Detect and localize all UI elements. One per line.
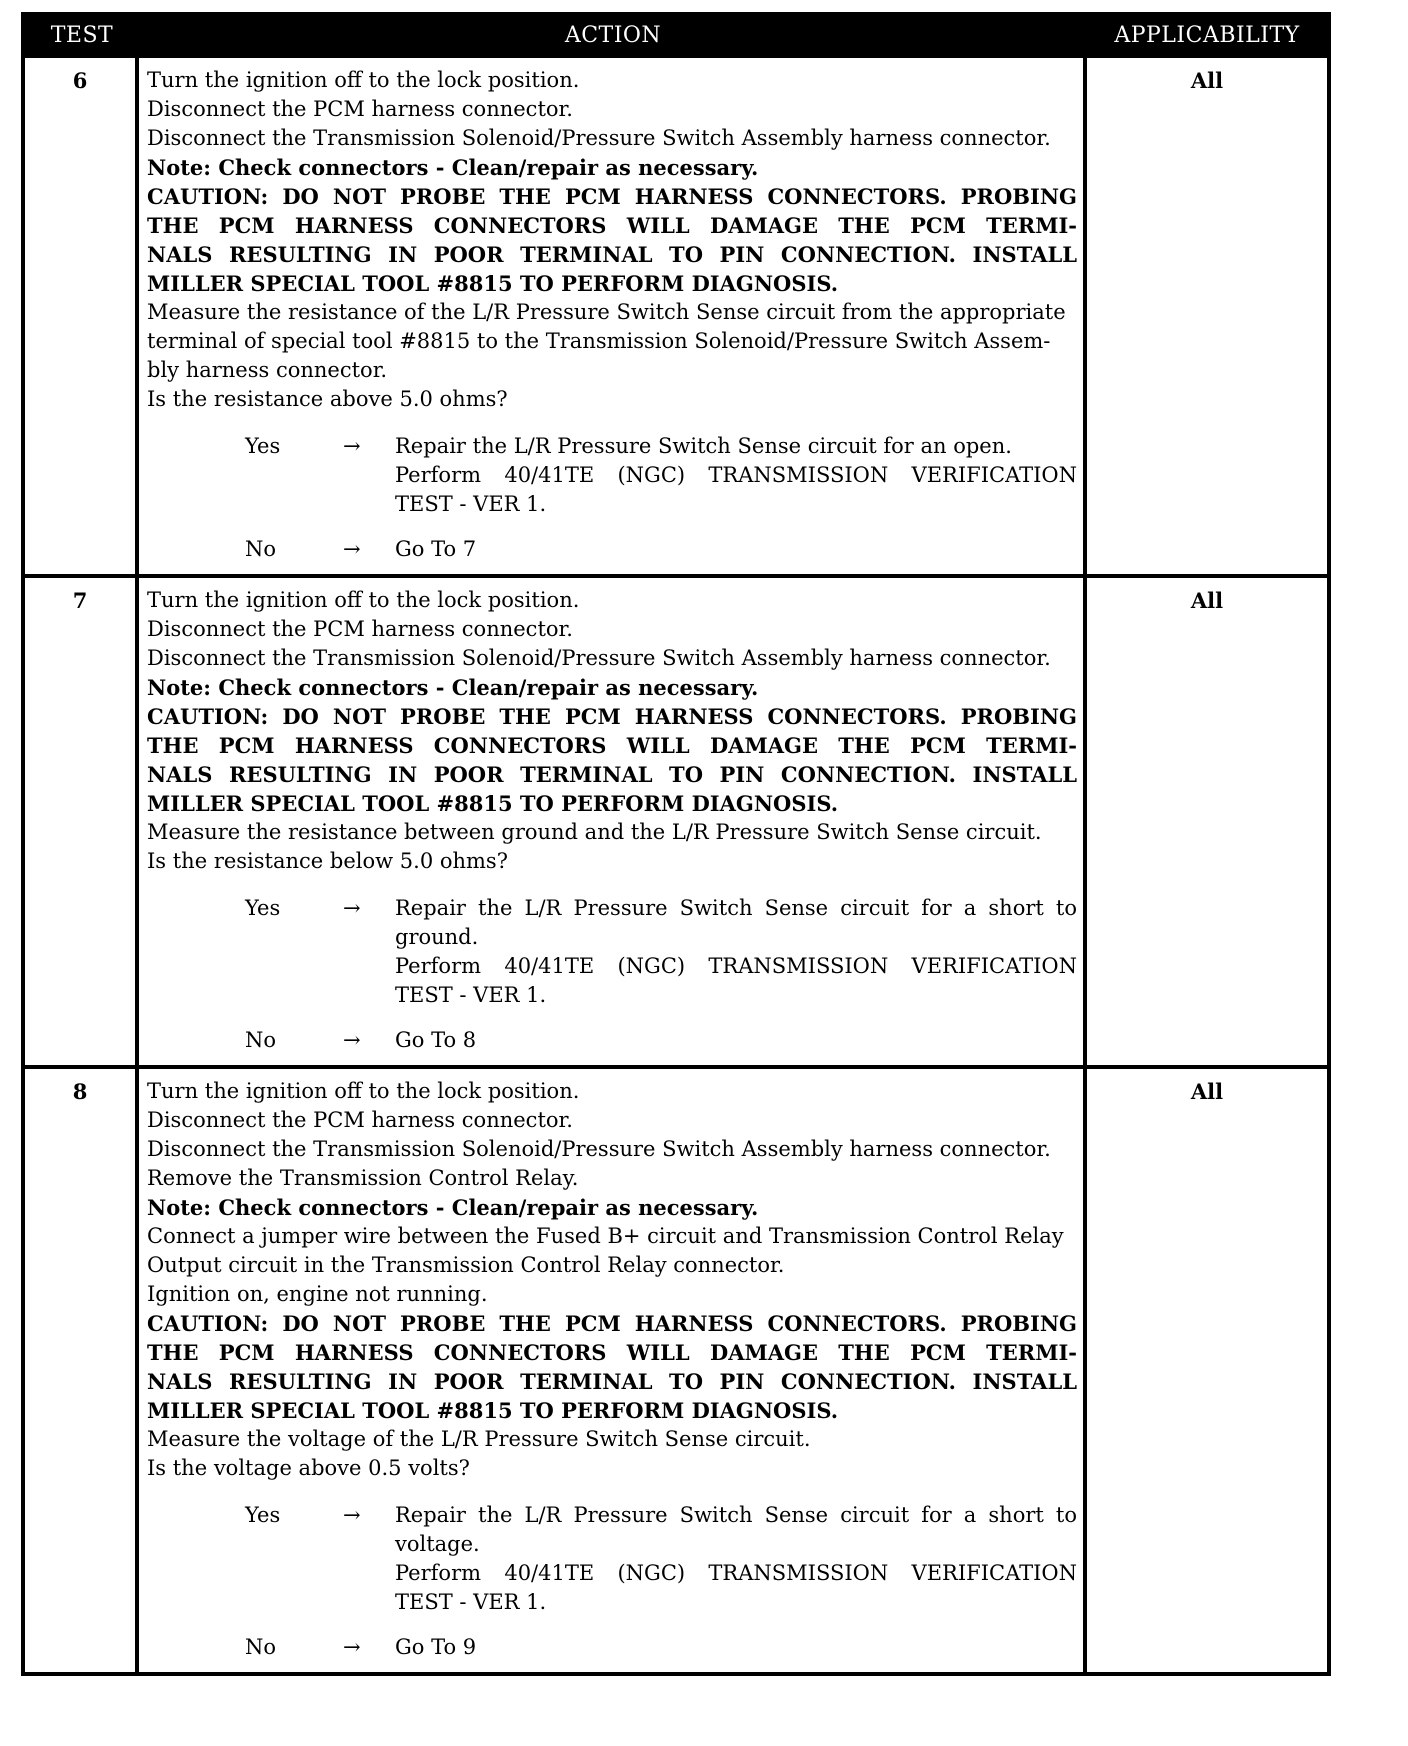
yes-label: Yes: [245, 1503, 281, 1527]
note-line: Note: Check connectors - Clean/repair as necessary.: [147, 155, 759, 180]
action-line: Remove the Transmission Control Relay.: [147, 1166, 579, 1190]
yes-line: TEST - VER 1.: [395, 983, 547, 1007]
header-action: ACTION: [564, 22, 662, 48]
caution-line: NALS RESULTING IN POOR TERMINAL TO PIN CONNECTION. INSTALL: [147, 242, 1077, 267]
caution-line: MILLER SPECIAL TOOL #8815 TO PERFORM DIAGNOSIS.: [147, 1398, 839, 1423]
yes-line: TEST - VER 1.: [395, 492, 547, 516]
action-cell: [139, 58, 1087, 574]
table-row: [25, 54, 1327, 574]
yes-line: Repair the L/R Pressure Switch Sense circuit for an open.: [395, 434, 1012, 458]
caution-line: NALS RESULTING IN POOR TERMINAL TO PIN CONNECTION. INSTALL: [147, 1369, 1077, 1394]
no-text: Go To 7: [395, 537, 477, 561]
question-line: Is the resistance above 5.0 ohms?: [147, 387, 508, 411]
no-response: [147, 535, 1077, 564]
caution-line: THE PCM HARNESS CONNECTORS WILL DAMAGE THE PCM TERMI-: [147, 213, 1077, 238]
yes-response: [147, 1501, 1077, 1617]
arrow-right-icon: →: [343, 1503, 361, 1527]
yes-line: Perform 40/41TE (NGC) TRANSMISSION VERIFICATION: [395, 463, 1077, 487]
action-line: Turn the ignition off to the lock position.: [147, 588, 580, 612]
action-line: Turn the ignition off to the lock position.: [147, 68, 580, 92]
arrow-right-icon: →: [343, 537, 361, 561]
yes-line: Perform 40/41TE (NGC) TRANSMISSION VERIFICATION: [395, 954, 1077, 978]
arrow-right-icon: →: [343, 1635, 361, 1659]
action-cell: [139, 1069, 1087, 1672]
no-text: Go To 9: [395, 1635, 477, 1659]
action-line: Disconnect the PCM harness connector.: [147, 617, 573, 641]
caution-line: CAUTION: DO NOT PROBE THE PCM HARNESS CONNECTORS. PROBING: [147, 704, 1077, 729]
action-line: Disconnect the Transmission Solenoid/Pressure Switch Assembly harness connector.: [147, 1137, 1051, 1161]
test-number: 6: [25, 58, 139, 574]
table-row: [25, 1065, 1327, 1672]
applicability-cell: All: [1190, 1079, 1224, 1104]
yes-label: Yes: [245, 434, 281, 458]
caution-line: MILLER SPECIAL TOOL #8815 TO PERFORM DIAGNOSIS.: [147, 791, 839, 816]
action-cell: [139, 578, 1087, 1065]
action-line: Disconnect the PCM harness connector.: [147, 1108, 573, 1132]
action-line: Disconnect the PCM harness connector.: [147, 97, 573, 121]
yes-response: [147, 432, 1077, 519]
arrow-right-icon: →: [343, 1028, 361, 1052]
action-line: Measure the resistance between ground and the L/R Pressure Switch Sense circuit.: [147, 820, 1042, 844]
question-line: Is the voltage above 0.5 volts?: [147, 1456, 470, 1480]
applicability-cell: All: [1190, 588, 1224, 613]
yes-line: Repair the L/R Pressure Switch Sense circuit for a short to: [395, 1503, 1077, 1527]
action-line: Turn the ignition off to the lock position.: [147, 1079, 580, 1103]
note-line: Note: Check connectors - Clean/repair as necessary.: [147, 1195, 759, 1220]
diagnostic-table: [21, 12, 1331, 1676]
action-line: Measure the resistance of the L/R Pressure Switch Sense circuit from the appropriate: [147, 300, 1066, 324]
table-row: [25, 574, 1327, 1065]
yes-line: TEST - VER 1.: [395, 1590, 547, 1614]
header-applicability: APPLICABILITY: [1114, 22, 1300, 48]
no-text: Go To 8: [395, 1028, 477, 1052]
yes-text: [395, 432, 1077, 519]
action-line: Measure the voltage of the L/R Pressure Switch Sense circuit.: [147, 1427, 811, 1451]
no-response: [147, 1026, 1077, 1055]
action-line: Disconnect the Transmission Solenoid/Pressure Switch Assembly harness connector.: [147, 126, 1051, 150]
yes-line: voltage.: [395, 1532, 480, 1556]
yes-response: [147, 894, 1077, 1010]
yes-line: ground.: [395, 925, 479, 949]
caution-line: NALS RESULTING IN POOR TERMINAL TO PIN CONNECTION. INSTALL: [147, 762, 1077, 787]
yes-text: [395, 894, 1077, 1010]
caution-line: CAUTION: DO NOT PROBE THE PCM HARNESS CONNECTORS. PROBING: [147, 1311, 1077, 1336]
no-label: No: [245, 1635, 277, 1659]
no-label: No: [245, 537, 277, 561]
action-line: terminal of special tool #8815 to the Transmission Solenoid/Pressure Switch Assem-: [147, 329, 1051, 353]
caution-line: MILLER SPECIAL TOOL #8815 TO PERFORM DIAGNOSIS.: [147, 271, 839, 296]
table-header: [25, 16, 1327, 54]
action-line: Disconnect the Transmission Solenoid/Pressure Switch Assembly harness connector.: [147, 646, 1051, 670]
test-number: 7: [25, 578, 139, 1065]
arrow-right-icon: →: [343, 896, 361, 920]
yes-text: [395, 1501, 1077, 1617]
yes-line: Perform 40/41TE (NGC) TRANSMISSION VERIFICATION: [395, 1561, 1077, 1585]
applicability-cell: All: [1190, 68, 1224, 93]
action-line: Output circuit in the Transmission Control Relay connector.: [147, 1253, 785, 1277]
caution-line: THE PCM HARNESS CONNECTORS WILL DAMAGE THE PCM TERMI-: [147, 733, 1077, 758]
action-line: bly harness connector.: [147, 358, 388, 382]
arrow-right-icon: →: [343, 434, 361, 458]
yes-line: Repair the L/R Pressure Switch Sense circuit for a short to: [395, 896, 1077, 920]
caution-line: CAUTION: DO NOT PROBE THE PCM HARNESS CONNECTORS. PROBING: [147, 184, 1077, 209]
no-response: [147, 1633, 1077, 1662]
yes-label: Yes: [245, 896, 281, 920]
question-line: Is the resistance below 5.0 ohms?: [147, 849, 508, 873]
action-line: Ignition on, engine not running.: [147, 1282, 488, 1306]
note-line: Note: Check connectors - Clean/repair as necessary.: [147, 675, 759, 700]
test-number: 8: [25, 1069, 139, 1672]
caution-line: THE PCM HARNESS CONNECTORS WILL DAMAGE THE PCM TERMI-: [147, 1340, 1077, 1365]
no-label: No: [245, 1028, 277, 1052]
action-line: Connect a jumper wire between the Fused B+ circuit and Transmission Control Relay: [147, 1224, 1064, 1248]
header-test: TEST: [50, 22, 114, 48]
